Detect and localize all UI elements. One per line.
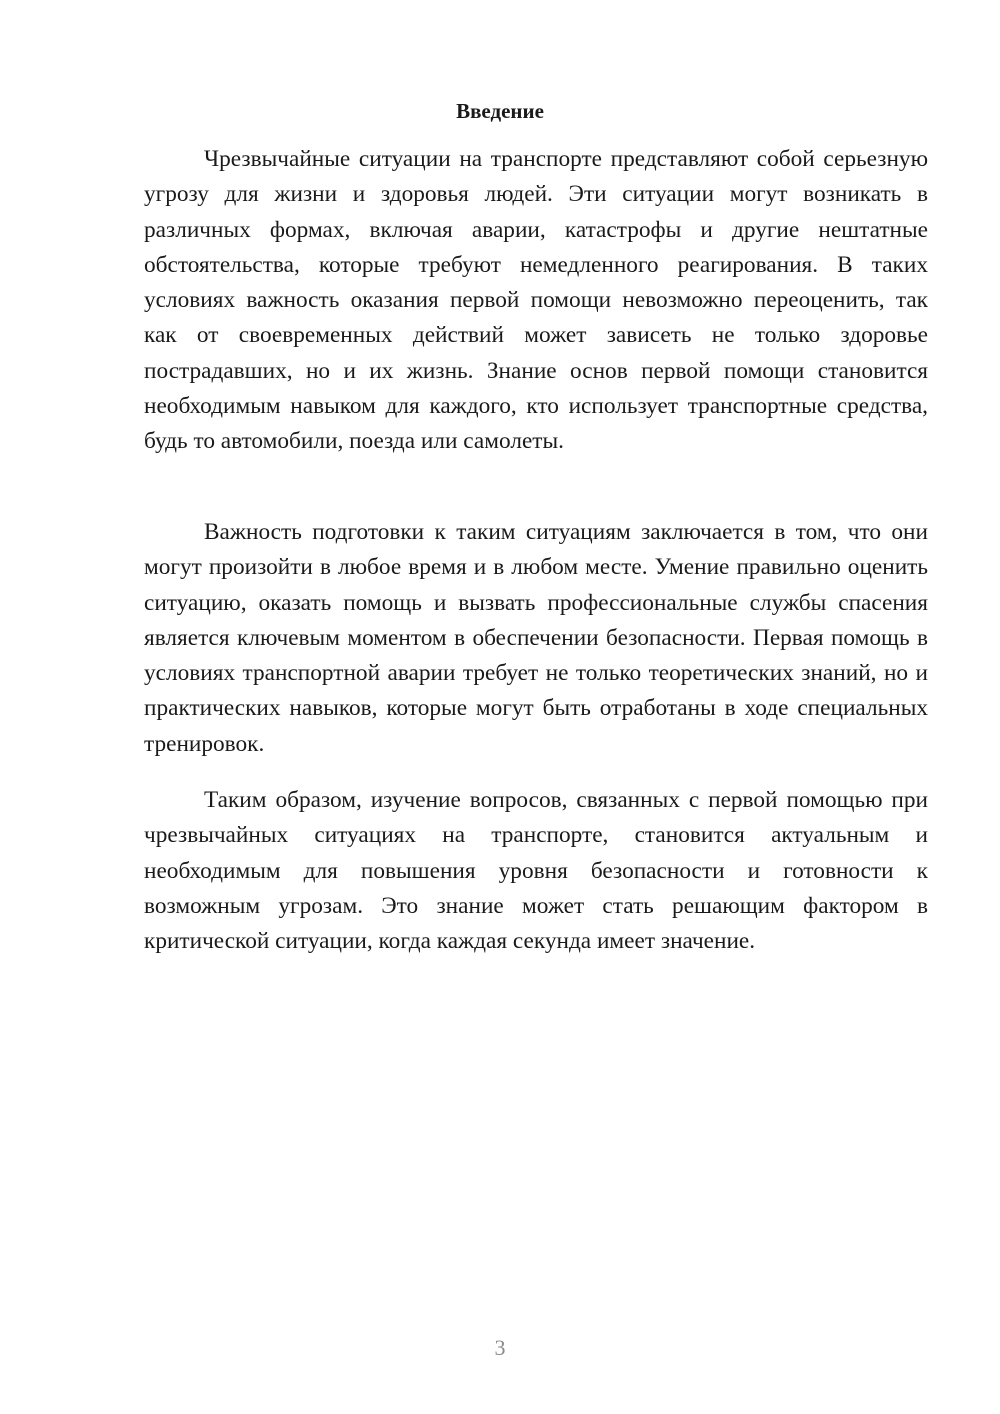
paragraph-text: Таким образом, изучение вопросов, связанных с первой помощью при чрезвычайных ситуациях на транспорте, становится актуальным и необходимым для повышения уровня безопасности и готовности к возможным угрозам. Это знание может стать решающим фактором в критической ситуации, когда каждая секунда имеет значение. xyxy=(144,787,928,955)
paragraph-2 xyxy=(144,515,928,762)
paragraph-text: Важность подготовки к таким ситуациям заключается в том, что они могут произойти в любое время и в любом месте. Умение правильно оценить ситуацию, оказать помощь и вызвать профессиональные службы спасения является ключевым моментом в обеспечении безопасности. Первая помощь в условиях транспортной аварии требует не только теоретических знаний, но и практических навыков, которые могут быть отработаны в ходе специальных тренировок. xyxy=(144,519,928,757)
page-number: 3 xyxy=(494,1335,506,1360)
paragraph-3 xyxy=(144,783,928,959)
paragraph-text: Чрезвычайные ситуации на транспорте представляют собой серьезную угрозу для жизни и здоровья людей. Эти ситуации могут возникать в различных формах, включая аварии, катастрофы и другие нештатные обстоятельства, которые требуют немедленного реагирования. В таких условиях важность оказания первой помощи невозможно переоценить, так как от своевременных действий может зависеть не только здоровье пострадавших, но и их жизнь. Знание основ первой помощи становится необходимым навыком для каждого, кто использует транспортные средства, будь то автомобили, поезда или самолеты. xyxy=(144,146,928,455)
paragraph-1 xyxy=(144,142,928,460)
section-heading: Введение xyxy=(456,99,544,123)
